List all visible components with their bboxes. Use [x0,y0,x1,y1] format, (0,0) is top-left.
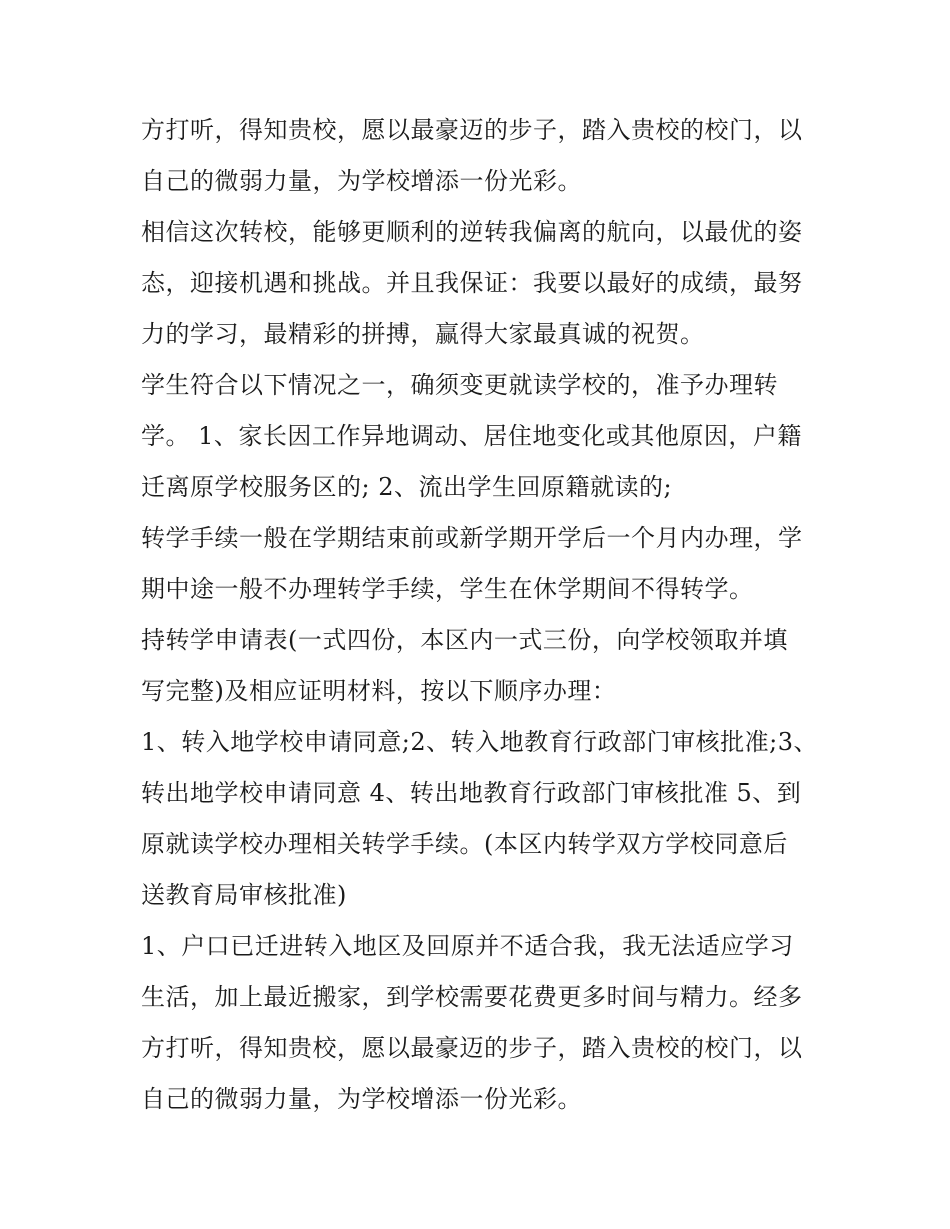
text-line: 自己的微弱力量，为学校增添一份光彩。 [141,167,582,195]
text-line: 力的学习，最精彩的拼搏，赢得大家最真诚的祝贺。 [141,320,705,348]
text-line: 期中途一般不办理转学手续，学生在休学期间不得转学。 [141,575,754,603]
text-line: 持转学申请表(一式四份，本区内一式三份，向学校领取并填 [141,626,788,654]
text-line: 自己的微弱力量，为学校增添一份光彩。 [141,1085,582,1113]
text-line: 1、户口已迁进转入地区及回原并不适合我，我无法适应学习 [141,932,794,960]
text-line: 迁离原学校服务区的; 2、流出学生回原籍就读的; [141,473,673,501]
text-line: 态，迎接机遇和挑战。并且我保证：我要以最好的成绩，最努 [141,269,803,297]
text-line: 方打听，得知贵校，愿以最豪迈的步子，踏入贵校的校门，以 [141,1034,803,1062]
text-line: 方打听，得知贵校，愿以最豪迈的步子，踏入贵校的校门，以 [141,116,803,144]
text-line: 学生符合以下情况之一，确须变更就读学校的，准予办理转 [141,371,778,399]
text-line: 学。 1、家长因工作异地调动、居住地变化或其他原因，户籍 [141,422,802,450]
document-body [141,105,821,1125]
text-line: 生活，加上最近搬家，到学校需要花费更多时间与精力。经多 [141,983,803,1011]
text-line: 原就读学校办理相关转学手续。(本区内转学双方学校同意后 [141,830,788,858]
text-line: 1、转入地学校申请同意;2、转入地教育行政部门审核批准;3、 [141,728,818,756]
text-line: 写完整)及相应证明材料，按以下顺序办理： [141,677,617,705]
text-line: 转出地学校申请同意 4、转出地教育行政部门审核批准 5、到 [141,779,802,807]
text-line: 转学手续一般在学期结束前或新学期开学后一个月内办理，学 [141,524,803,552]
text-line: 送教育局审核批准) [141,881,347,909]
text-line: 相信这次转校，能够更顺利的逆转我偏离的航向，以最优的姿 [141,218,803,246]
